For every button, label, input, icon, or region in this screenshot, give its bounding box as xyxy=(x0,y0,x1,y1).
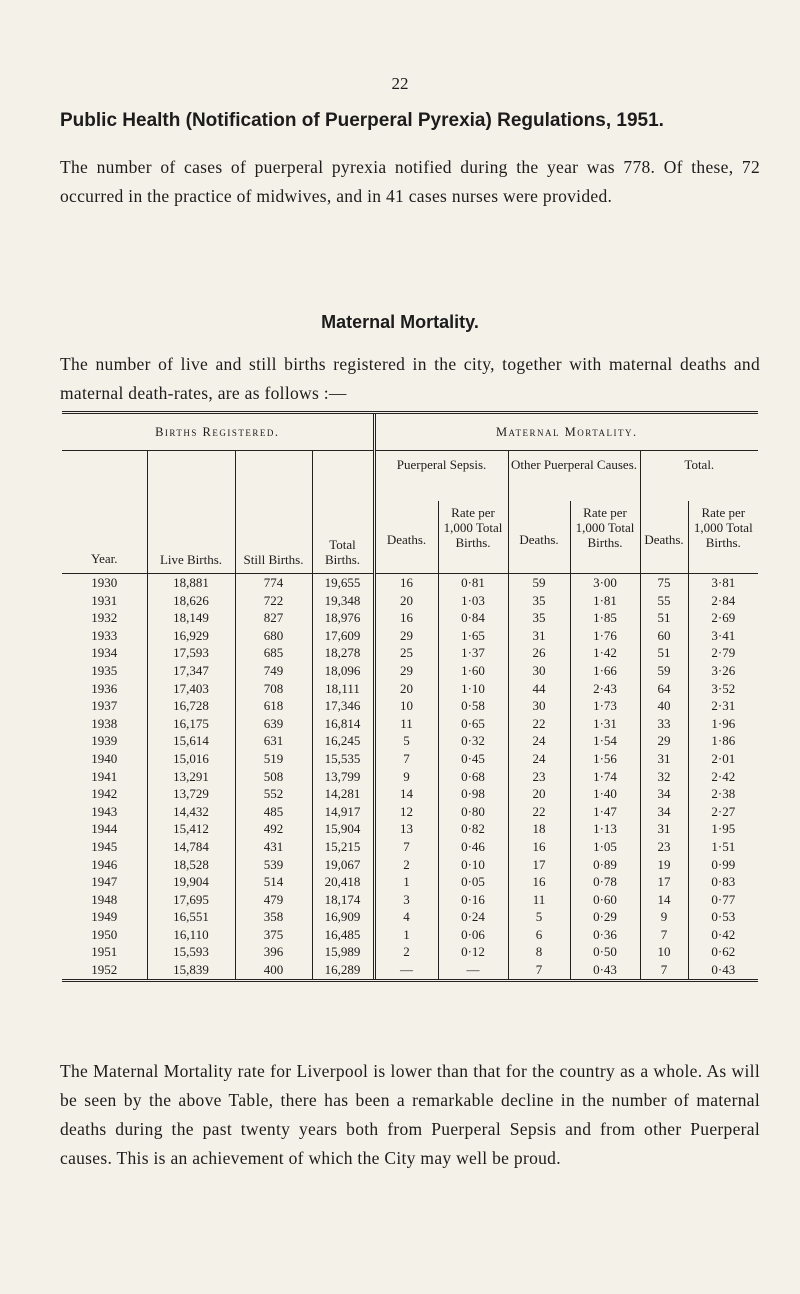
cell-total-rate: 1·95 xyxy=(711,821,736,837)
cell-sepsis-rate: 0·68 xyxy=(438,768,508,786)
cell-total-births: 18,976 xyxy=(312,609,374,627)
cell-other-rate: 1·56 xyxy=(570,750,640,768)
table-row xyxy=(62,820,758,838)
cell-total-births: 16,814 xyxy=(312,715,374,733)
cell-year: 1931 xyxy=(62,592,147,610)
cell-total-deaths: 23 xyxy=(640,838,688,856)
cell-total-rate: 2·27 xyxy=(711,803,736,819)
cell-total-rate: 3·41 xyxy=(711,627,736,643)
table-row xyxy=(62,715,758,733)
cell-other-rate: 0·78 xyxy=(570,873,640,891)
cell-sepsis-deaths: 3 xyxy=(374,891,438,909)
cell-total-rate: 0·42 xyxy=(711,926,736,942)
table-row xyxy=(62,574,758,592)
cell-total-births: 15,989 xyxy=(312,943,374,961)
cell-total-births: 15,215 xyxy=(312,838,374,856)
cell-sepsis-rate: 0·32 xyxy=(438,732,508,750)
cell-other-rate: 1·66 xyxy=(570,662,640,680)
cell-sepsis-rate: 0·80 xyxy=(438,803,508,821)
cell-still-births: 375 xyxy=(235,926,312,944)
cell-other-deaths: 30 xyxy=(508,662,570,680)
cell-other-deaths: 16 xyxy=(508,873,570,891)
cell-total-rate: 1·96 xyxy=(711,715,736,731)
cell-total-rate: 0·62 xyxy=(711,944,736,960)
cell-live-births: 17,593 xyxy=(147,644,235,662)
cell-year: 1950 xyxy=(62,926,147,944)
cell-still-births: 552 xyxy=(235,785,312,803)
cell-total-deaths: 33 xyxy=(640,715,688,733)
cell-total-deaths: 14 xyxy=(640,891,688,909)
cell-total-rate: 2·69 xyxy=(711,610,736,626)
cell-other-deaths: 22 xyxy=(508,803,570,821)
cell-other-deaths: 22 xyxy=(508,715,570,733)
cell-live-births: 16,110 xyxy=(147,926,235,944)
cell-other-deaths: 5 xyxy=(508,908,570,926)
cell-year: 1938 xyxy=(62,715,147,733)
cell-total-births: 13,799 xyxy=(312,768,374,786)
cell-total-births: 19,655 xyxy=(312,574,374,592)
cell-other-rate: 1·74 xyxy=(570,768,640,786)
table-row xyxy=(62,873,758,891)
cell-total-deaths: 64 xyxy=(640,680,688,698)
col-header-sepsis-rate: Rate per 1,000 Total Births. xyxy=(438,501,508,574)
cell-year: 1942 xyxy=(62,785,147,803)
cell-total-births: 16,485 xyxy=(312,926,374,944)
cell-total-rate: 3·52 xyxy=(711,680,736,696)
col-header-other-rate: Rate per 1,000 Total Births. xyxy=(570,501,640,574)
table-row xyxy=(62,838,758,856)
cell-sepsis-deaths: 10 xyxy=(374,697,438,715)
cell-total-deaths: 9 xyxy=(640,908,688,926)
cell-sepsis-deaths: 29 xyxy=(374,662,438,680)
cell-total-rate: 0·53 xyxy=(711,909,736,925)
cell-live-births: 15,839 xyxy=(147,961,235,979)
cell-other-deaths: 8 xyxy=(508,943,570,961)
cell-total-rate: 2·38 xyxy=(711,786,736,802)
cell-other-rate: 1·05 xyxy=(570,838,640,856)
cell-sepsis-deaths: 14 xyxy=(374,785,438,803)
cell-total-deaths: 34 xyxy=(640,785,688,803)
cell-total-births: 17,609 xyxy=(312,627,374,645)
cell-sepsis-deaths: 20 xyxy=(374,592,438,610)
cell-other-deaths: 17 xyxy=(508,856,570,874)
cell-still-births: 708 xyxy=(235,680,312,698)
cell-other-deaths: 16 xyxy=(508,838,570,856)
cell-total-deaths: 17 xyxy=(640,873,688,891)
cell-sepsis-deaths: 29 xyxy=(374,627,438,645)
cell-total-deaths: 60 xyxy=(640,627,688,645)
cell-total-deaths: 31 xyxy=(640,750,688,768)
cell-sepsis-rate: 0·16 xyxy=(438,891,508,909)
cell-other-rate: 0·60 xyxy=(570,891,640,909)
cell-other-deaths: 24 xyxy=(508,732,570,750)
cell-live-births: 14,784 xyxy=(147,838,235,856)
cell-sepsis-rate: 0·82 xyxy=(438,820,508,838)
table-row xyxy=(62,680,758,698)
cell-other-deaths: 24 xyxy=(508,750,570,768)
cell-total-births: 14,281 xyxy=(312,785,374,803)
cell-total-births: 19,348 xyxy=(312,592,374,610)
cell-live-births: 13,729 xyxy=(147,785,235,803)
cell-live-births: 15,412 xyxy=(147,820,235,838)
cell-other-deaths: 11 xyxy=(508,891,570,909)
cell-sepsis-rate: 0·05 xyxy=(438,873,508,891)
cell-total-rate: 2·79 xyxy=(711,645,736,661)
cell-other-rate: 1·76 xyxy=(570,627,640,645)
cell-sepsis-rate: 0·58 xyxy=(438,697,508,715)
col-header-still-births: Still Births. xyxy=(235,451,312,574)
cell-sepsis-deaths: 13 xyxy=(374,820,438,838)
table-row xyxy=(62,609,758,627)
cell-sepsis-deaths: 2 xyxy=(374,856,438,874)
cell-other-deaths: 20 xyxy=(508,785,570,803)
table-row xyxy=(62,891,758,909)
cell-other-deaths: 31 xyxy=(508,627,570,645)
cell-total-births: 18,096 xyxy=(312,662,374,680)
cell-still-births: 358 xyxy=(235,908,312,926)
cell-year: 1949 xyxy=(62,908,147,926)
cell-still-births: 639 xyxy=(235,715,312,733)
cell-total-births: 18,174 xyxy=(312,891,374,909)
cell-other-rate: 0·36 xyxy=(570,926,640,944)
section-title-regulations: Public Health (Notification of Puerperal Pyrexia) Regulations, 1951. xyxy=(60,110,664,131)
cell-total-rate: 1·51 xyxy=(711,838,736,854)
page-number: 22 xyxy=(391,74,409,93)
cell-still-births: 508 xyxy=(235,768,312,786)
col-header-total-rate: Rate per 1,000 Total Births. xyxy=(688,501,758,574)
cell-other-rate: 0·43 xyxy=(570,961,640,979)
cell-sepsis-deaths: 1 xyxy=(374,873,438,891)
table-row xyxy=(62,750,758,768)
cell-total-rate: 0·99 xyxy=(711,856,736,872)
cell-year: 1936 xyxy=(62,680,147,698)
cell-total-rate: 3·26 xyxy=(711,662,736,678)
cell-sepsis-rate: 1·65 xyxy=(438,627,508,645)
cell-total-rate: 1·86 xyxy=(711,733,736,749)
cell-other-rate: 0·89 xyxy=(570,856,640,874)
cell-sepsis-deaths: 9 xyxy=(374,768,438,786)
cell-total-rate: 2·31 xyxy=(711,698,736,714)
cell-live-births: 18,626 xyxy=(147,592,235,610)
cell-other-deaths: 35 xyxy=(508,592,570,610)
cell-year: 1939 xyxy=(62,732,147,750)
cell-sepsis-rate: 0·46 xyxy=(438,838,508,856)
table-row xyxy=(62,697,758,715)
cell-sepsis-rate: 1·60 xyxy=(438,662,508,680)
cell-total-births: 18,278 xyxy=(312,644,374,662)
cell-total-births: 18,111 xyxy=(312,680,374,698)
cell-year: 1946 xyxy=(62,856,147,874)
cell-live-births: 18,881 xyxy=(147,574,235,592)
cell-other-rate: 1·47 xyxy=(570,803,640,821)
cell-total-rate: 2·42 xyxy=(711,768,736,784)
cell-other-rate: 0·29 xyxy=(570,908,640,926)
cell-total-births: 14,917 xyxy=(312,803,374,821)
cell-still-births: 680 xyxy=(235,627,312,645)
cell-still-births: 774 xyxy=(235,574,312,592)
maternal-mortality-table xyxy=(62,411,758,982)
table-body xyxy=(62,574,758,979)
cell-other-rate: 1·81 xyxy=(570,592,640,610)
table-row xyxy=(62,803,758,821)
cell-total-deaths: 19 xyxy=(640,856,688,874)
cell-sepsis-rate: — xyxy=(438,961,508,979)
regulations-paragraph: The number of cases of puerperal pyrexia notified during the year was 778. Of these, 72 occurred in the practice of midwives, and in 41 cases nurses were provided. xyxy=(60,157,760,206)
table-row xyxy=(62,732,758,750)
cell-total-rate: 3·81 xyxy=(711,575,736,590)
cell-live-births: 16,929 xyxy=(147,627,235,645)
table-row xyxy=(62,908,758,926)
cell-other-deaths: 44 xyxy=(508,680,570,698)
maternal-mortality-intro: The number of live and still births registered in the city, together with maternal deaths and maternal death-rates, are as follows :— xyxy=(60,354,760,403)
group-header-mortality: Maternal Mortality. xyxy=(374,414,758,451)
cell-live-births: 19,904 xyxy=(147,873,235,891)
cell-other-rate: 0·50 xyxy=(570,943,640,961)
cell-other-rate: 3·00 xyxy=(570,574,640,592)
cell-total-births: 15,904 xyxy=(312,820,374,838)
section-title-maternal-mortality: Maternal Mortality. xyxy=(321,312,479,332)
sub-header-other-causes: Other Puerperal Causes. xyxy=(508,451,640,502)
cell-live-births: 18,149 xyxy=(147,609,235,627)
sub-header-puerperal-sepsis: Puerperal Sepsis. xyxy=(374,451,508,502)
cell-sepsis-deaths: 7 xyxy=(374,838,438,856)
cell-other-rate: 1·31 xyxy=(570,715,640,733)
conclusion-paragraph: The Maternal Mortality rate for Liverpool is lower than that for the country as a whole. As will be seen by the above Table, there has been a remarkable decline in the number of maternal deaths during the past twenty years both from Puerperal Sepsis and from other Puerperal causes. This is an achievement of which the City may well be proud. xyxy=(60,1061,760,1168)
cell-still-births: 749 xyxy=(235,662,312,680)
cell-year: 1935 xyxy=(62,662,147,680)
cell-year: 1948 xyxy=(62,891,147,909)
cell-still-births: 722 xyxy=(235,592,312,610)
cell-still-births: 400 xyxy=(235,961,312,979)
cell-other-rate: 1·54 xyxy=(570,732,640,750)
cell-other-rate: 1·73 xyxy=(570,697,640,715)
cell-year: 1932 xyxy=(62,609,147,627)
cell-year: 1945 xyxy=(62,838,147,856)
cell-other-deaths: 26 xyxy=(508,644,570,662)
cell-live-births: 17,347 xyxy=(147,662,235,680)
cell-live-births: 14,432 xyxy=(147,803,235,821)
cell-still-births: 618 xyxy=(235,697,312,715)
cell-year: 1933 xyxy=(62,627,147,645)
table-row xyxy=(62,627,758,645)
group-header-births: Births Registered. xyxy=(62,414,374,451)
cell-total-deaths: 32 xyxy=(640,768,688,786)
cell-sepsis-deaths: 11 xyxy=(374,715,438,733)
cell-sepsis-deaths: 20 xyxy=(374,680,438,698)
cell-total-deaths: 51 xyxy=(640,644,688,662)
cell-total-deaths: 75 xyxy=(640,574,688,592)
cell-still-births: 479 xyxy=(235,891,312,909)
col-header-total-births: Total Births. xyxy=(312,451,374,574)
cell-sepsis-deaths: 25 xyxy=(374,644,438,662)
cell-total-rate: 2·84 xyxy=(711,592,736,608)
cell-still-births: 396 xyxy=(235,943,312,961)
cell-still-births: 485 xyxy=(235,803,312,821)
cell-sepsis-rate: 1·10 xyxy=(438,680,508,698)
cell-year: 1947 xyxy=(62,873,147,891)
cell-live-births: 16,175 xyxy=(147,715,235,733)
cell-other-deaths: 30 xyxy=(508,697,570,715)
cell-sepsis-deaths: 16 xyxy=(374,609,438,627)
cell-live-births: 13,291 xyxy=(147,768,235,786)
cell-total-rate: 2·01 xyxy=(711,750,736,766)
cell-still-births: 519 xyxy=(235,750,312,768)
table-row xyxy=(62,785,758,803)
cell-year: 1944 xyxy=(62,820,147,838)
cell-year: 1937 xyxy=(62,697,147,715)
cell-other-deaths: 6 xyxy=(508,926,570,944)
cell-live-births: 16,728 xyxy=(147,697,235,715)
table-row xyxy=(62,961,758,979)
cell-year: 1951 xyxy=(62,943,147,961)
table-row xyxy=(62,592,758,610)
cell-live-births: 15,614 xyxy=(147,732,235,750)
cell-still-births: 431 xyxy=(235,838,312,856)
col-header-other-deaths: Deaths. xyxy=(508,501,570,574)
cell-still-births: 685 xyxy=(235,644,312,662)
cell-total-rate: 0·77 xyxy=(711,891,736,907)
col-header-total-deaths: Deaths. xyxy=(640,501,688,574)
cell-total-births: 20,418 xyxy=(312,873,374,891)
cell-live-births: 15,593 xyxy=(147,943,235,961)
cell-still-births: 631 xyxy=(235,732,312,750)
cell-total-births: 17,346 xyxy=(312,697,374,715)
cell-sepsis-deaths: 4 xyxy=(374,908,438,926)
cell-other-deaths: 18 xyxy=(508,820,570,838)
cell-other-rate: 2·43 xyxy=(570,680,640,698)
cell-live-births: 16,551 xyxy=(147,908,235,926)
cell-total-deaths: 31 xyxy=(640,820,688,838)
cell-sepsis-rate: 1·03 xyxy=(438,592,508,610)
table-row xyxy=(62,926,758,944)
col-header-sepsis-deaths: Deaths. xyxy=(374,501,438,574)
cell-other-deaths: 7 xyxy=(508,961,570,979)
cell-total-births: 16,245 xyxy=(312,732,374,750)
cell-year: 1952 xyxy=(62,961,147,979)
table-row xyxy=(62,943,758,961)
cell-year: 1934 xyxy=(62,644,147,662)
cell-total-rate: 0·83 xyxy=(711,874,736,890)
table-row xyxy=(62,662,758,680)
cell-sepsis-deaths: — xyxy=(374,961,438,979)
cell-sepsis-deaths: 2 xyxy=(374,943,438,961)
cell-total-deaths: 55 xyxy=(640,592,688,610)
sub-header-total: Total. xyxy=(684,457,715,472)
cell-year: 1941 xyxy=(62,768,147,786)
cell-total-deaths: 51 xyxy=(640,609,688,627)
cell-sepsis-rate: 0·10 xyxy=(438,856,508,874)
cell-other-rate: 1·40 xyxy=(570,785,640,803)
col-header-live-births: Live Births. xyxy=(147,451,235,574)
cell-sepsis-deaths: 1 xyxy=(374,926,438,944)
cell-sepsis-rate: 0·45 xyxy=(438,750,508,768)
cell-live-births: 15,016 xyxy=(147,750,235,768)
cell-still-births: 827 xyxy=(235,609,312,627)
cell-sepsis-rate: 0·81 xyxy=(438,574,508,592)
cell-total-rate: 0·43 xyxy=(711,962,736,978)
cell-year: 1943 xyxy=(62,803,147,821)
cell-total-deaths: 29 xyxy=(640,732,688,750)
cell-other-deaths: 35 xyxy=(508,609,570,627)
cell-other-rate: 1·13 xyxy=(570,820,640,838)
cell-sepsis-rate: 0·84 xyxy=(438,609,508,627)
table-row xyxy=(62,768,758,786)
table-bottom-rule xyxy=(62,979,758,982)
col-header-year: Year. xyxy=(62,451,147,574)
cell-total-births: 16,289 xyxy=(312,961,374,979)
cell-total-deaths: 34 xyxy=(640,803,688,821)
cell-sepsis-rate: 0·12 xyxy=(438,943,508,961)
cell-sepsis-deaths: 5 xyxy=(374,732,438,750)
table-row xyxy=(62,644,758,662)
cell-sepsis-deaths: 7 xyxy=(374,750,438,768)
cell-still-births: 514 xyxy=(235,873,312,891)
table-row xyxy=(62,856,758,874)
cell-other-deaths: 23 xyxy=(508,768,570,786)
cell-live-births: 17,695 xyxy=(147,891,235,909)
cell-year: 1940 xyxy=(62,750,147,768)
cell-sepsis-rate: 0·98 xyxy=(438,785,508,803)
cell-live-births: 18,528 xyxy=(147,856,235,874)
cell-total-deaths: 7 xyxy=(640,961,688,979)
cell-total-deaths: 7 xyxy=(640,926,688,944)
cell-live-births: 17,403 xyxy=(147,680,235,698)
cell-year: 1930 xyxy=(62,574,147,592)
cell-sepsis-rate: 1·37 xyxy=(438,644,508,662)
cell-sepsis-rate: 0·06 xyxy=(438,926,508,944)
cell-sepsis-deaths: 16 xyxy=(374,574,438,592)
cell-total-deaths: 59 xyxy=(640,662,688,680)
cell-sepsis-rate: 0·65 xyxy=(438,715,508,733)
cell-still-births: 492 xyxy=(235,820,312,838)
cell-sepsis-deaths: 12 xyxy=(374,803,438,821)
cell-total-births: 19,067 xyxy=(312,856,374,874)
cell-total-deaths: 40 xyxy=(640,697,688,715)
cell-total-deaths: 10 xyxy=(640,943,688,961)
cell-other-rate: 1·42 xyxy=(570,644,640,662)
cell-total-births: 16,909 xyxy=(312,908,374,926)
cell-total-births: 15,535 xyxy=(312,750,374,768)
cell-sepsis-rate: 0·24 xyxy=(438,908,508,926)
cell-other-deaths: 59 xyxy=(508,574,570,592)
cell-other-rate: 1·85 xyxy=(570,609,640,627)
cell-still-births: 539 xyxy=(235,856,312,874)
